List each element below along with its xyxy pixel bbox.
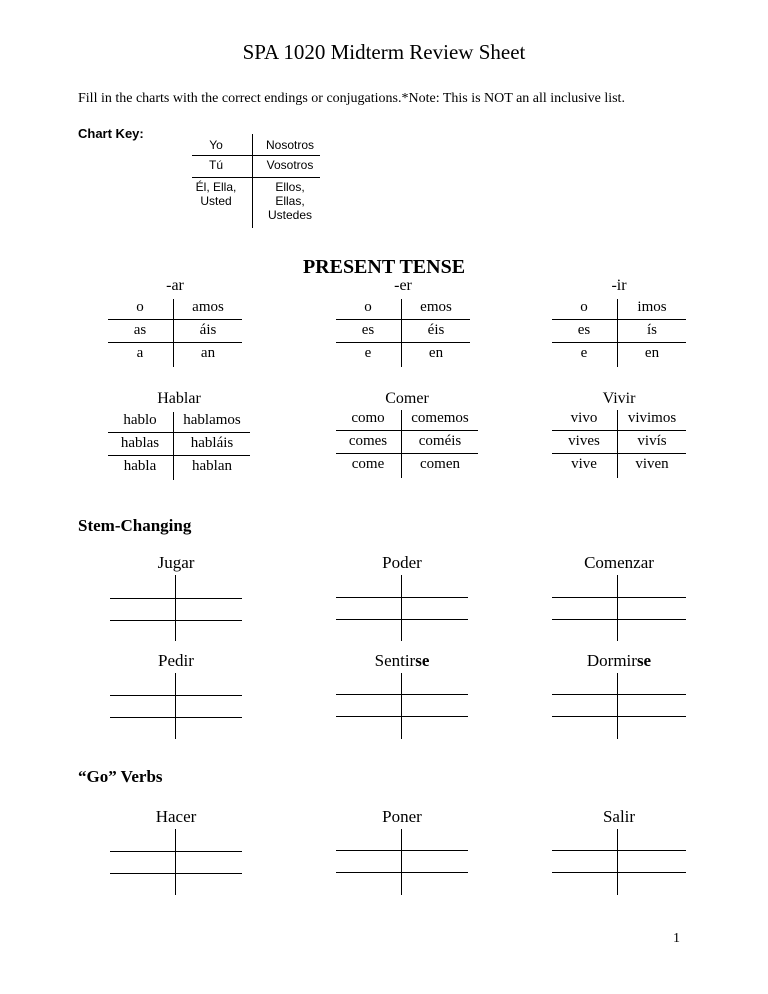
ending-cell: en bbox=[428, 345, 444, 361]
grid-divider bbox=[175, 575, 176, 641]
grid-rule bbox=[108, 455, 250, 456]
verb-chart-hablar bbox=[108, 390, 250, 480]
grid-divider bbox=[617, 673, 618, 739]
grid-rule bbox=[336, 430, 478, 431]
blank-chart-head bbox=[552, 553, 686, 573]
blank-chart-head bbox=[336, 553, 468, 573]
blank-chart-dormirse bbox=[552, 651, 686, 741]
blank-chart-head bbox=[110, 553, 242, 573]
verb-stem: Poder bbox=[382, 553, 422, 572]
grid-rule bbox=[336, 453, 478, 454]
verb-cell: hablan bbox=[192, 458, 232, 474]
verb-cell: comen bbox=[420, 456, 460, 472]
grid-rule bbox=[108, 342, 242, 343]
ending-cell: éis bbox=[427, 322, 445, 338]
grid-divider bbox=[401, 575, 402, 641]
ending-chart-head: -ir bbox=[611, 277, 627, 294]
verb-cell: comemos bbox=[411, 410, 469, 426]
ending-cell: e bbox=[364, 345, 372, 361]
grid-divider bbox=[401, 673, 402, 739]
ending-cell: es bbox=[577, 322, 591, 338]
grid-divider bbox=[401, 410, 402, 478]
answer-line[interactable] bbox=[110, 873, 242, 874]
blank-chart-head bbox=[552, 807, 686, 827]
key-rule bbox=[192, 177, 320, 178]
answer-line[interactable] bbox=[552, 597, 686, 598]
ending-cell: a bbox=[136, 345, 144, 361]
present-tense-heading: PRESENT TENSE bbox=[302, 256, 466, 278]
chart-key-grid bbox=[186, 132, 326, 232]
key-divider bbox=[252, 134, 253, 228]
ending-cell: áis bbox=[199, 322, 217, 338]
verb-chart-comer bbox=[336, 390, 478, 480]
chart-key-label: Chart Key: bbox=[78, 126, 144, 141]
grid-divider bbox=[617, 410, 618, 478]
verb-stem: Pedir bbox=[158, 651, 194, 670]
grid-divider bbox=[401, 829, 402, 895]
answer-line[interactable] bbox=[336, 872, 468, 873]
verb-chart-vivir bbox=[552, 390, 686, 480]
key-yo: Yo bbox=[209, 138, 223, 152]
grid-divider bbox=[617, 575, 618, 641]
go-verbs-heading: “Go” Verbs bbox=[78, 767, 163, 786]
verb-stem: Comenzar bbox=[584, 553, 654, 572]
verb-chart-head: Hablar bbox=[157, 390, 201, 407]
key-nosotros: Nosotros bbox=[265, 138, 315, 152]
verb-cell: hablas bbox=[120, 435, 160, 451]
key-ellos-ellas-ustedes: Ellos, Ellas, Ustedes bbox=[267, 180, 313, 222]
answer-line[interactable] bbox=[110, 620, 242, 621]
verb-cell: como bbox=[351, 410, 385, 426]
ending-cell: emos bbox=[420, 299, 452, 315]
instructions: Fill in the charts with the correct endings or conjugations.*Note: This is NOT an all inclusive list. bbox=[78, 91, 625, 106]
verb-stem: Salir bbox=[602, 807, 636, 826]
blank-chart-head bbox=[110, 807, 242, 827]
ending-chart-ar bbox=[108, 277, 242, 367]
verb-stem: Hacer bbox=[155, 807, 197, 826]
verb-cell: hablo bbox=[123, 412, 157, 428]
ending-cell: e bbox=[580, 345, 588, 361]
grid-rule bbox=[552, 319, 686, 320]
blank-chart-head bbox=[110, 651, 242, 671]
verb-cell: vivís bbox=[637, 433, 667, 449]
key-vosotros: Vosotros bbox=[266, 158, 314, 172]
key-tu: Tú bbox=[208, 158, 223, 172]
answer-line[interactable] bbox=[552, 716, 686, 717]
page-number: 1 bbox=[673, 931, 680, 946]
verb-cell: hablamos bbox=[183, 412, 241, 428]
verb-chart-head: Vivir bbox=[602, 390, 636, 407]
page-title: SPA 1020 Midterm Review Sheet bbox=[242, 40, 526, 64]
grid-divider bbox=[401, 299, 402, 367]
ending-cell: o bbox=[364, 299, 372, 315]
grid-rule bbox=[336, 319, 470, 320]
grid-rule bbox=[552, 430, 686, 431]
answer-line[interactable] bbox=[552, 872, 686, 873]
verb-suffix: se bbox=[636, 651, 652, 670]
blank-chart-head bbox=[336, 651, 468, 671]
blank-chart-jugar bbox=[110, 553, 242, 643]
ending-chart-head: -ar bbox=[166, 277, 184, 294]
verb-suffix: se bbox=[415, 651, 430, 670]
grid-rule bbox=[108, 432, 250, 433]
ending-cell: o bbox=[136, 299, 144, 315]
ending-cell: amos bbox=[192, 299, 224, 315]
grid-divider bbox=[175, 829, 176, 895]
verb-cell: habláis bbox=[190, 435, 234, 451]
answer-line[interactable] bbox=[336, 597, 468, 598]
verb-cell: come bbox=[351, 456, 385, 472]
blank-chart-poder bbox=[336, 553, 468, 643]
grid-rule bbox=[552, 342, 686, 343]
grid-rule bbox=[552, 453, 686, 454]
answer-line[interactable] bbox=[552, 850, 686, 851]
answer-line[interactable] bbox=[110, 851, 242, 852]
ending-cell: imos bbox=[637, 299, 667, 315]
verb-cell: viven bbox=[635, 456, 669, 472]
ending-chart-ir bbox=[552, 277, 686, 367]
answer-line[interactable] bbox=[336, 850, 468, 851]
ending-cell: o bbox=[580, 299, 588, 315]
stem-changing-heading: Stem-Changing bbox=[78, 516, 192, 535]
verb-stem: Sentir bbox=[374, 651, 416, 670]
blank-chart-comenzar bbox=[552, 553, 686, 643]
key-rule bbox=[192, 155, 320, 156]
ending-cell: en bbox=[644, 345, 660, 361]
verb-stem: Dormir bbox=[586, 651, 637, 670]
ending-cell: es bbox=[361, 322, 375, 338]
blank-chart-head bbox=[552, 651, 686, 671]
verb-cell: habla bbox=[123, 458, 157, 474]
verb-cell: vive bbox=[571, 456, 597, 472]
grid-rule bbox=[336, 342, 470, 343]
blank-chart-pedir bbox=[110, 651, 242, 741]
blank-chart-head bbox=[336, 807, 468, 827]
verb-stem: Poner bbox=[382, 807, 422, 826]
answer-line[interactable] bbox=[110, 717, 242, 718]
grid-divider bbox=[173, 412, 174, 480]
ending-cell: an bbox=[200, 345, 216, 361]
grid-divider bbox=[617, 829, 618, 895]
ending-cell: as bbox=[133, 322, 147, 338]
verb-cell: vives bbox=[568, 433, 600, 449]
answer-line[interactable] bbox=[336, 694, 468, 695]
blank-chart-poner bbox=[336, 807, 468, 897]
answer-line[interactable] bbox=[552, 619, 686, 620]
answer-line[interactable] bbox=[110, 598, 242, 599]
grid-divider bbox=[175, 673, 176, 739]
ending-cell: ís bbox=[646, 322, 657, 338]
verb-cell: coméis bbox=[418, 433, 462, 449]
blank-chart-sentirse bbox=[336, 651, 468, 741]
answer-line[interactable] bbox=[552, 694, 686, 695]
grid-divider bbox=[617, 299, 618, 367]
grid-rule bbox=[108, 319, 242, 320]
ending-chart-er bbox=[336, 277, 470, 367]
verb-cell: vivimos bbox=[627, 410, 677, 426]
verb-stem: Jugar bbox=[157, 553, 195, 572]
blank-chart-hacer bbox=[110, 807, 242, 897]
key-el-ella-usted: Él, Ella, Usted bbox=[195, 180, 237, 208]
blank-chart-salir bbox=[552, 807, 686, 897]
ending-chart-head: -er bbox=[394, 277, 412, 294]
answer-line[interactable] bbox=[336, 716, 468, 717]
verb-chart-head: Comer bbox=[385, 390, 429, 407]
verb-cell: comes bbox=[348, 433, 388, 449]
verb-cell: vivo bbox=[570, 410, 598, 426]
answer-line[interactable] bbox=[336, 619, 468, 620]
answer-line[interactable] bbox=[110, 695, 242, 696]
grid-divider bbox=[173, 299, 174, 367]
